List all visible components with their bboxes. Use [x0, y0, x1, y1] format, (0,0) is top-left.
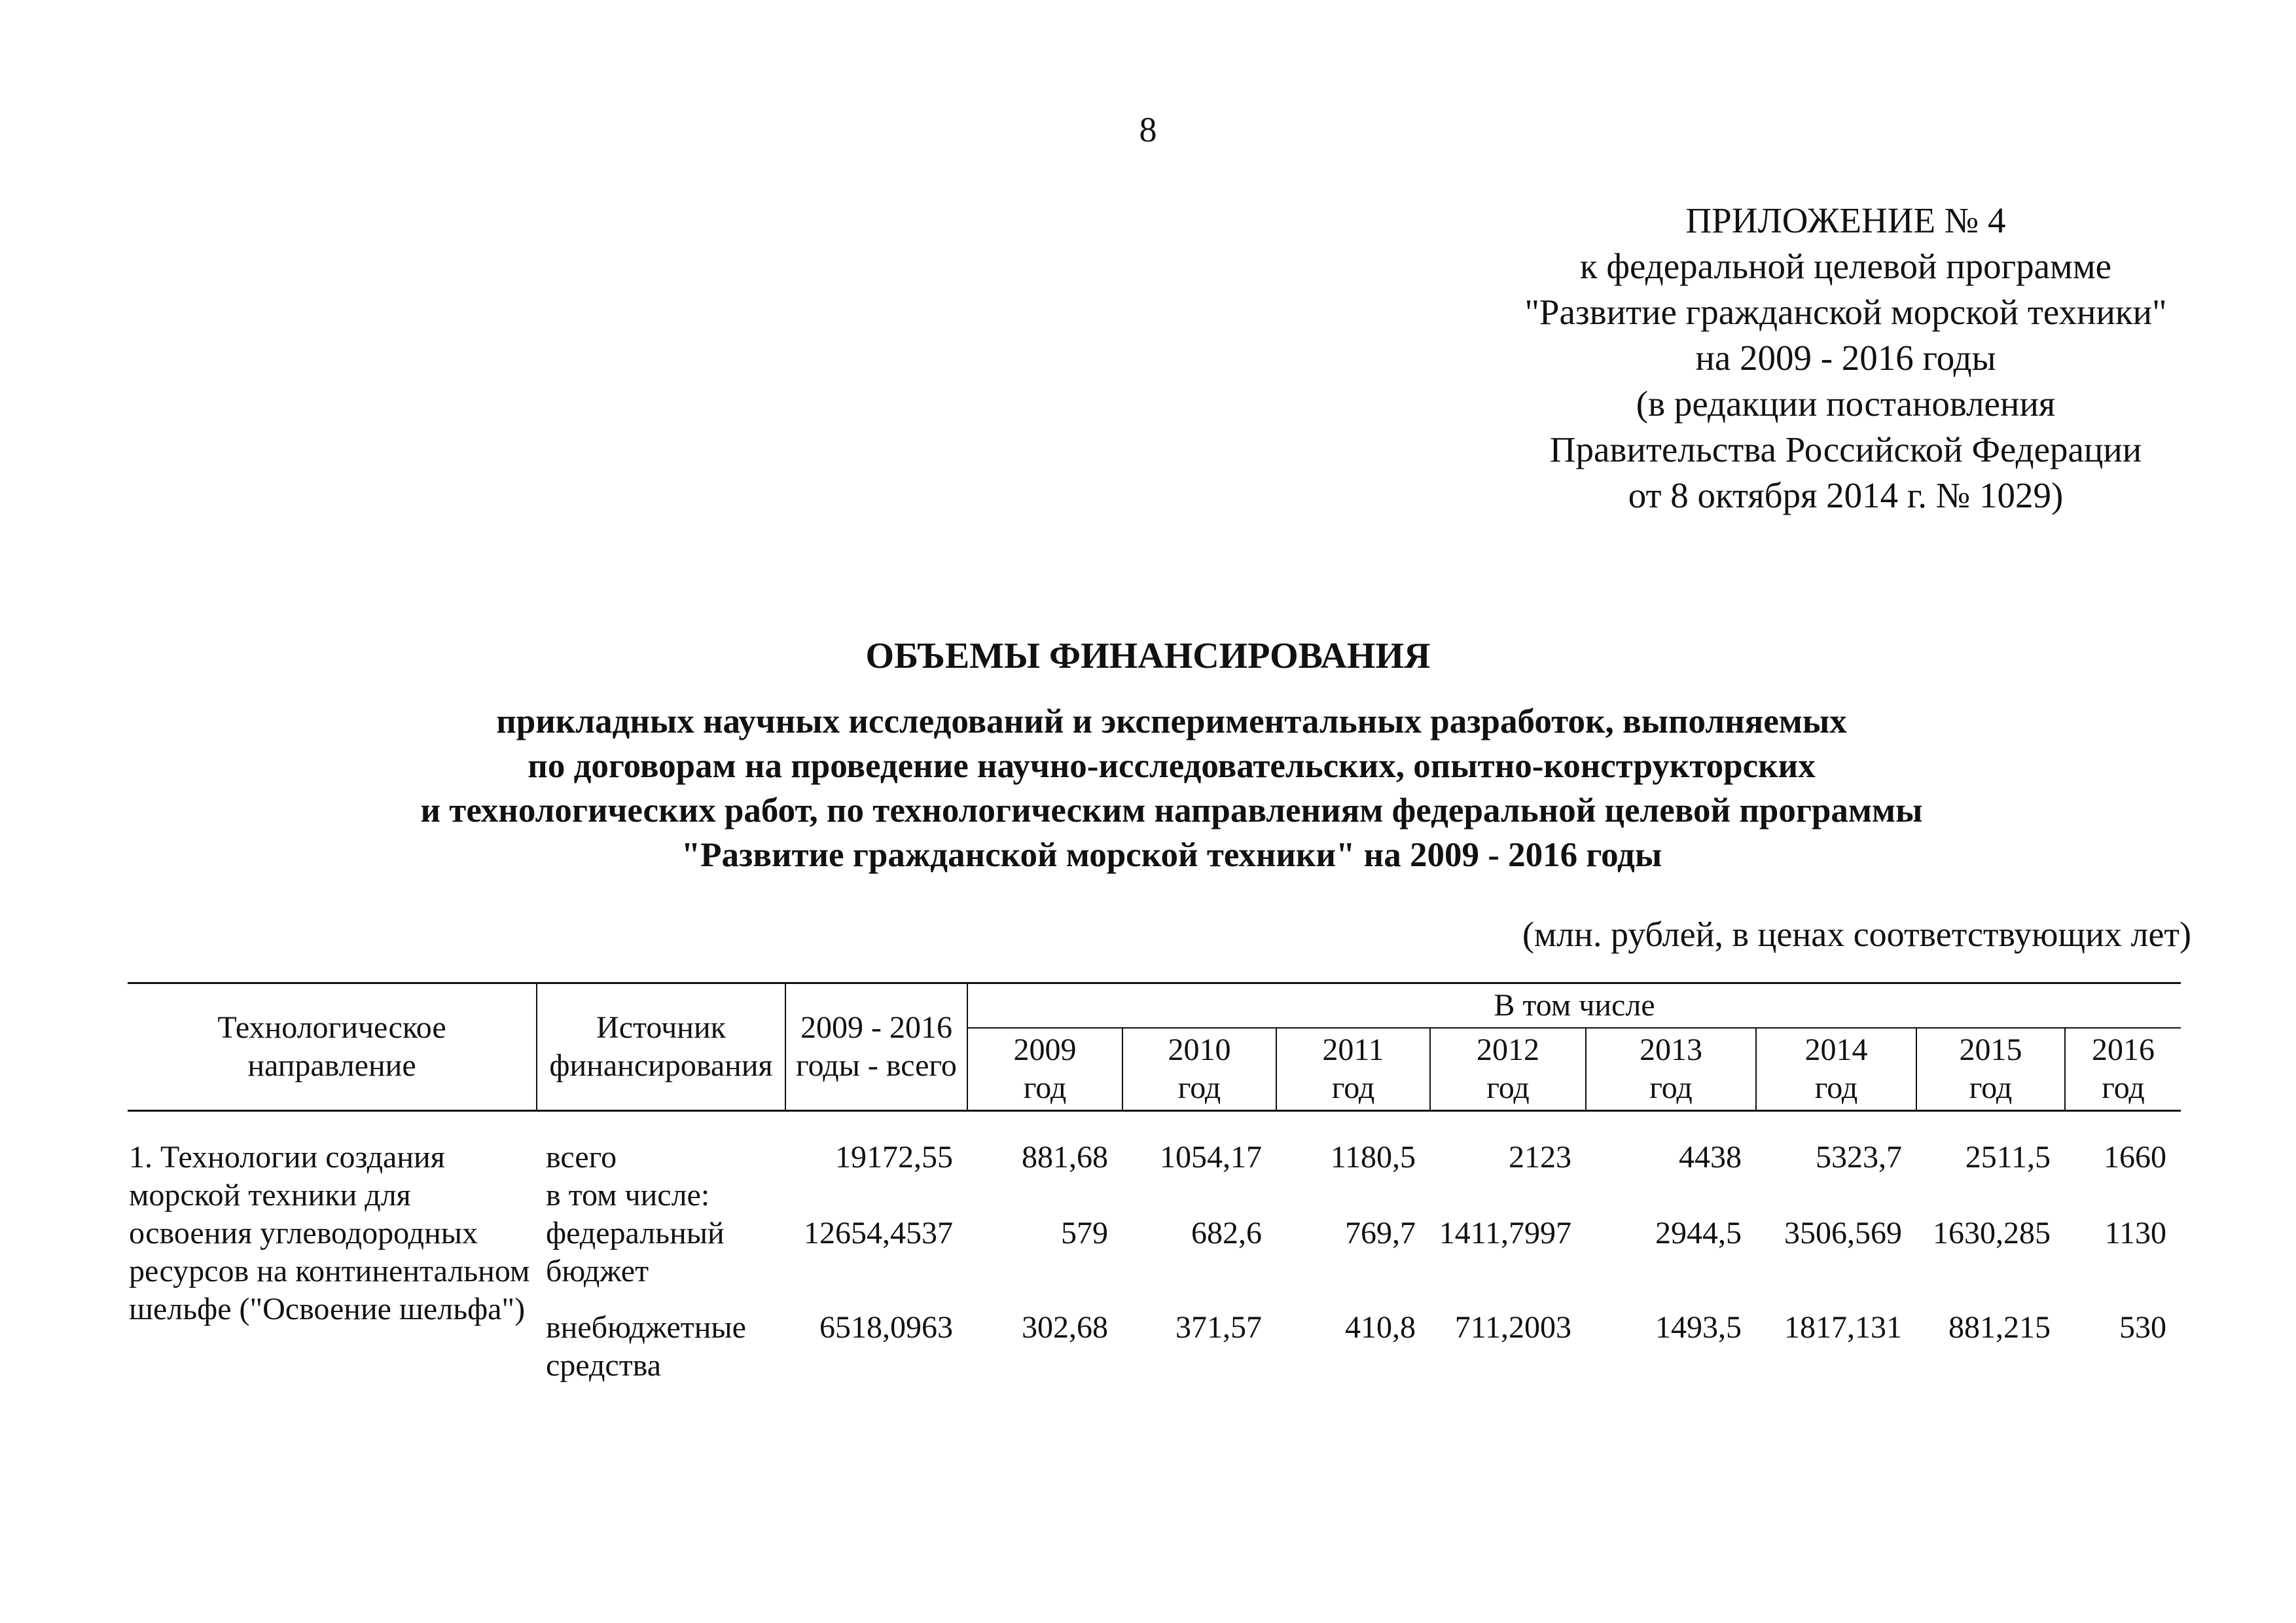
- year-suffix: год: [1023, 1070, 1067, 1105]
- header-year: [1430, 1028, 1586, 1111]
- subtitle-line: по договорам на проведение научно-исследовательских, опытно-конструкторских: [528, 747, 1816, 785]
- value-cell: 881,215: [1948, 1309, 2051, 1345]
- appendix-line: "Развитие гражданской морской техники": [1524, 292, 2167, 332]
- value-cell: 3506,569: [1784, 1215, 1902, 1250]
- year-label: 2012: [1477, 1032, 1539, 1067]
- header-year: [1586, 1028, 1756, 1111]
- value-cell: 1130: [2104, 1215, 2166, 1250]
- value-cell: 410,8: [1345, 1309, 1416, 1345]
- document-title: ОБЪЕМЫ ФИНАНСИРОВАНИЯ: [865, 636, 1431, 676]
- appendix-line: от 8 октября 2014 г. № 1029): [1628, 475, 2064, 515]
- appendix-line: ПРИЛОЖЕНИЕ № 4: [1685, 200, 2006, 240]
- appendix-line: к федеральной целевой программе: [1579, 246, 2112, 286]
- appendix-line: Правительства Российской Федерации: [1549, 429, 2142, 469]
- header-year: [2065, 1028, 2181, 1111]
- source-cell: в том числе:: [546, 1177, 710, 1213]
- year-suffix: год: [1177, 1070, 1221, 1105]
- value-cell: 302,68: [1022, 1309, 1108, 1345]
- header-year: [1122, 1028, 1276, 1111]
- header-year: [1276, 1028, 1430, 1111]
- year-label: 2011: [1322, 1032, 1384, 1067]
- direction-name: 1. Технологии создания морской техники для освоения углеводородных ресурсов на континентальном шельфе ("Освоение шельфа"): [129, 1139, 530, 1326]
- value-cell: 769,7: [1345, 1215, 1416, 1250]
- year-label: 2010: [1168, 1032, 1231, 1067]
- value-cell: 371,57: [1175, 1309, 1262, 1345]
- year-suffix: год: [2102, 1070, 2145, 1105]
- total-cell: 19172,55: [835, 1139, 953, 1175]
- header-total: 2009 - 2016 годы - всего: [785, 983, 967, 1111]
- subtitle-line: "Развитие гражданской морской техники" на 2009 - 2016 годы: [681, 836, 1662, 874]
- appendix-line: на 2009 - 2016 годы: [1695, 338, 1996, 378]
- appendix-line: (в редакции постановления: [1636, 384, 2056, 424]
- financing-table: [128, 982, 2181, 1385]
- subtitle-line: прикладных научных исследований и экспериментальных разработок, выполняемых: [496, 702, 1847, 740]
- value-cell: 1411,7997: [1439, 1215, 1571, 1250]
- value-cell: 1817,131: [1784, 1309, 1902, 1345]
- value-cell: 1493,5: [1655, 1309, 1742, 1345]
- year-suffix: год: [1649, 1070, 1693, 1105]
- year-label: 2014: [1804, 1032, 1868, 1067]
- value-cell: 2511,5: [1965, 1139, 2051, 1175]
- document-subtitle: [131, 699, 2212, 877]
- total-cell: 12654,4537: [804, 1215, 953, 1250]
- value-cell: 2123: [1509, 1139, 1571, 1175]
- value-cell: 1054,17: [1160, 1139, 1262, 1175]
- source-cell: федеральный бюджет: [546, 1215, 725, 1288]
- value-cell: 711,2003: [1454, 1309, 1571, 1345]
- year-suffix: год: [1486, 1070, 1530, 1105]
- value-cell: 5323,7: [1816, 1139, 1902, 1175]
- value-cell: 579: [1061, 1215, 1108, 1250]
- value-cell: 1180,5: [1330, 1139, 1416, 1175]
- page-number: 8: [1139, 110, 1157, 149]
- year-suffix: год: [1331, 1070, 1375, 1105]
- subtitle-line: и технологических работ, по технологическим направлениям федеральной целевой программы: [420, 792, 1923, 830]
- year-label: 2009: [1013, 1032, 1077, 1067]
- header-year: [1916, 1028, 2065, 1111]
- value-cell: 682,6: [1191, 1215, 1262, 1250]
- source-cell: всего: [546, 1139, 617, 1175]
- header-group: В том числе: [967, 983, 2181, 1029]
- source-cell: внебюджетные средства: [546, 1309, 746, 1383]
- header-source: Источник финансирования: [537, 983, 785, 1111]
- value-cell: 1660: [2104, 1139, 2166, 1175]
- total-cell: 6518,0963: [819, 1309, 953, 1345]
- year-label: 2016: [2092, 1032, 2155, 1067]
- value-cell: 881,68: [1022, 1139, 1108, 1175]
- value-cell: 4438: [1679, 1139, 1742, 1175]
- table-row: [128, 1139, 2181, 1176]
- year-label: 2013: [1640, 1032, 1702, 1067]
- year-label: 2015: [1959, 1032, 2022, 1067]
- appendix-block: [1440, 198, 2251, 519]
- header-year: [1756, 1028, 1916, 1111]
- year-suffix: год: [1969, 1070, 2013, 1105]
- header-direction: Технологическое направление: [128, 983, 537, 1111]
- value-cell: 2944,5: [1655, 1215, 1742, 1250]
- value-cell: 1630,285: [1933, 1215, 2051, 1250]
- year-suffix: год: [1814, 1070, 1858, 1105]
- header-year: [967, 1028, 1122, 1111]
- units-note: (млн. рублей, в ценах соответствующих лет): [1522, 915, 2191, 954]
- value-cell: 530: [2119, 1309, 2166, 1345]
